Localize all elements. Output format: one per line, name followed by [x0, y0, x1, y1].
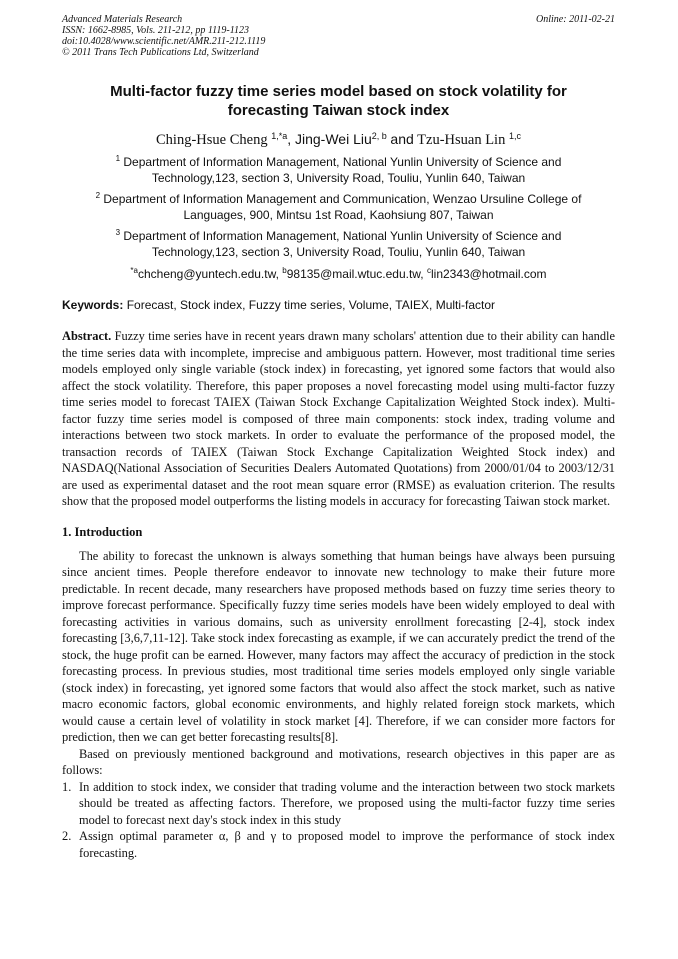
affiliation-1-marker: 1 [115, 154, 121, 163]
journal-header [62, 14, 615, 58]
email-1-marker: *a [130, 266, 138, 275]
affiliation-2-marker: 2 [95, 191, 101, 200]
author-1-name: Ching-Hsue Cheng [156, 132, 272, 148]
list-item-number: 2. [62, 829, 72, 843]
author-2-marker: 2, b [371, 131, 387, 141]
paper-title-line-2: forecasting Taiwan stock index [227, 102, 450, 119]
affiliation-1-line-1: Department of Information Management, National Yunlin University of Science and [123, 155, 562, 169]
list-item-text: In addition to stock index, we consider that trading volume and the interaction between two stock markets should be treated as affecting factors. Therefore, we proposed using the multi-factor fuzzy time series model to forecast next day's stock index in this study [79, 779, 615, 827]
keywords-label: Keywords: [62, 298, 124, 312]
list-item [62, 779, 615, 829]
abstract [62, 328, 615, 510]
journal-doi: doi:10.4028/www.scientific.net/AMR.211-212.1119 [62, 36, 266, 47]
objectives-list [62, 779, 615, 862]
author-list [62, 130, 615, 149]
journal-copyright: © 2011 Trans Tech Publications Ltd, Switzerland [62, 47, 259, 58]
online-date: Online: 2011-02-21 [536, 14, 615, 25]
paper-title-line-1: Multi-factor fuzzy time series model based on stock volatility for [110, 83, 567, 100]
author-and: and [390, 131, 414, 147]
keywords [62, 297, 615, 313]
list-item [62, 828, 615, 861]
affiliation-3 [62, 228, 615, 260]
abstract-text: Fuzzy time series have in recent years drawn many scholars' attention due to their ability can handle the time series data with incomplete, imprecise and ambiguous pattern. However, most traditional time series models employed only single variable (stock index) in forecasting, yet ignored some factors that would also affect the stock volatility. Therefore, this paper proposes a novel forecasting model using multi-factor fuzzy time series model to forecast TAIEX (Taiwan Stock Exchange Capitalization Weighted Stock index). Multi-factor fuzzy time series model is composed of three main components: stock index, trading volume and interactions between two stock markets. In order to evaluate the performance of the proposed model, the transaction records of TAIEX (Taiwan Stock Exchange Capitalization Weighted Stock index) and NASDAQ(National Association of Securities Dealers Automated Quotations) from 2000/01/04 to 2003/12/31 are used as experimental dataset and the root mean square error (RMSE) as evaluation criterion. The results show that the proposed model outperforms the listing models in accuracy for forecasting Taiwan stock market. [62, 329, 615, 508]
list-item-text: Assign optimal parameter α, β and γ to proposed model to improve the performance of stock index forecasting. [79, 829, 615, 860]
affiliation-2-line-1: Department of Information Management and Communication, Wenzao Ursuline College of [103, 192, 582, 206]
affiliation-2 [62, 191, 615, 223]
author-emails [62, 266, 615, 282]
affiliation-3-line-1: Department of Information Management, National Yunlin University of Science and [123, 229, 562, 243]
keywords-text: Forecast, Stock index, Fuzzy time series, Volume, TAIEX, Multi-factor [126, 298, 496, 312]
email-3: lin2343@hotmail.com [430, 267, 547, 281]
affiliation-3-marker: 3 [115, 228, 121, 237]
journal-issn: ISSN: 1662-8985, Vols. 211-212, pp 1119-1123 [62, 25, 250, 36]
author-3-name: Tzu-Hsuan Lin [417, 132, 509, 148]
section-heading: 1. Introduction [62, 524, 143, 539]
author-2-name: Jing-Wei Liu [295, 131, 372, 147]
author-separator: , [287, 131, 295, 147]
affiliation-1 [62, 154, 615, 186]
affiliation-3-line-2: Technology,123, section 3, University Road, Touliu, Yunlin 640, Taiwan [151, 245, 526, 259]
paragraph: Based on previously mentioned background and motivations, research objectives in this paper are as follows: [62, 746, 615, 777]
email-2: 98135@mail.wtuc.edu.tw, [286, 267, 427, 281]
email-3-marker: c [426, 266, 431, 275]
abstract-label: Abstract. [62, 329, 112, 343]
affiliation-2-line-2: Languages, 900, Mintsu 1st Road, Kaohsiung 807, Taiwan [183, 208, 494, 222]
email-1: chcheng@yuntech.edu.tw, [137, 267, 283, 281]
paper-page [62, 14, 615, 861]
paper-title [62, 82, 615, 120]
list-item-number: 1. [62, 779, 72, 794]
author-3-marker: 1,c [508, 131, 521, 141]
paragraph: The ability to forecast the unknown is always something that human beings have always been pursuing since ancient times. People therefore endeavor to innovate new technology to make their future more predictable. In recent decade, many researchers have proposed methods based on fuzzy time series theory to improve forecast performance. Specifically fuzzy time series models have been widely employed to deal with forecasting activities in various domains, such as university enrollment forecasting [2-4], stock index forecasting [3,6,7,11-12]. Take stock index forecasting as example, if we can accurately predict the trend of the stock, the huge profit can be earned. However, many factors may affect the accuracy of prediction in the stock forecasting process. In previous studies, most traditional time series models employed only single variable (stock index) in forecasting, yet ignored some factors that would also affect the stock market, such as native macro economic factors, global economic environments, and highly related foreign stock markets, which would cause a certain level of volatility in stock market [4]. Therefore, if we can consider more factors for prediction, then we can get better forecasting results[8]. [62, 548, 615, 744]
affiliation-1-line-2: Technology,123, section 3, University Road, Touliu, Yunlin 640, Taiwan [151, 171, 526, 185]
author-1-marker: 1,*a [271, 131, 288, 141]
email-2-marker: b [282, 266, 287, 275]
journal-name: Advanced Materials Research [62, 14, 183, 25]
